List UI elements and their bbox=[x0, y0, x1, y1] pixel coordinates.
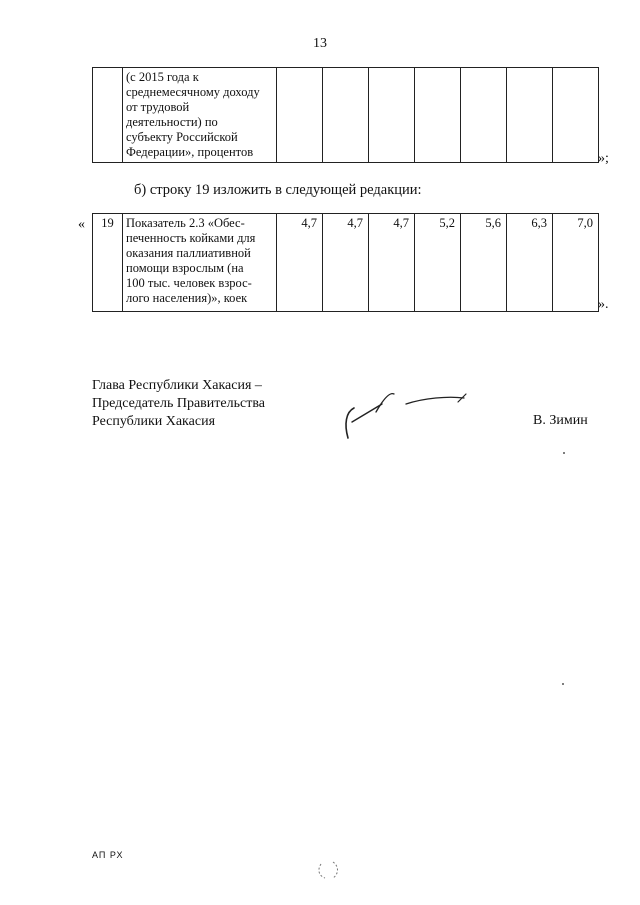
scan-speck bbox=[562, 683, 564, 685]
page-number: 13 bbox=[313, 36, 327, 51]
scan-speck bbox=[563, 452, 565, 454]
row-number-cell bbox=[93, 68, 123, 163]
table-row bbox=[93, 214, 599, 312]
indicator-description: (с 2015 года к среднемесячному доходу от трудовой деятельности) по субъекту Российской Федерации», процентов bbox=[123, 68, 277, 163]
table-row-19 bbox=[92, 213, 599, 312]
value-cell: 4,7 bbox=[369, 214, 415, 312]
footer-code: АП РХ bbox=[92, 850, 124, 860]
instruction-text: б) строку 19 изложить в следующей редакции: bbox=[134, 182, 422, 198]
handwritten-signature bbox=[340, 388, 480, 448]
value-cell: 6,3 bbox=[507, 214, 553, 312]
closing-quote: »; bbox=[598, 151, 609, 166]
stamp-mark bbox=[315, 858, 345, 882]
table-row bbox=[93, 68, 599, 163]
row-number-cell: 19 bbox=[93, 214, 123, 312]
value-cell: 4,7 bbox=[323, 214, 369, 312]
value-cell: 4,7 bbox=[277, 214, 323, 312]
value-cell bbox=[461, 68, 507, 163]
value-cell bbox=[323, 68, 369, 163]
signatory-name: В. Зимин bbox=[533, 413, 588, 428]
value-cell: 5,2 bbox=[415, 214, 461, 312]
value-cell: 7,0 bbox=[553, 214, 599, 312]
value-cell bbox=[277, 68, 323, 163]
closing-quote: ». bbox=[598, 297, 609, 312]
value-cell: 5,6 bbox=[461, 214, 507, 312]
signatory-title: Глава Республики Хакасия – Председатель Правительства Республики Хакасия bbox=[92, 378, 265, 429]
value-cell bbox=[415, 68, 461, 163]
opening-quote: « bbox=[78, 217, 85, 232]
table-continuation bbox=[92, 67, 599, 163]
value-cell bbox=[553, 68, 599, 163]
value-cell bbox=[369, 68, 415, 163]
indicator-description: Показатель 2.3 «Обес- печенность койками для оказания паллиативной помощи взрослым (на 100 тыс. человек взрос- лого населения)», коек bbox=[123, 214, 277, 312]
value-cell bbox=[507, 68, 553, 163]
